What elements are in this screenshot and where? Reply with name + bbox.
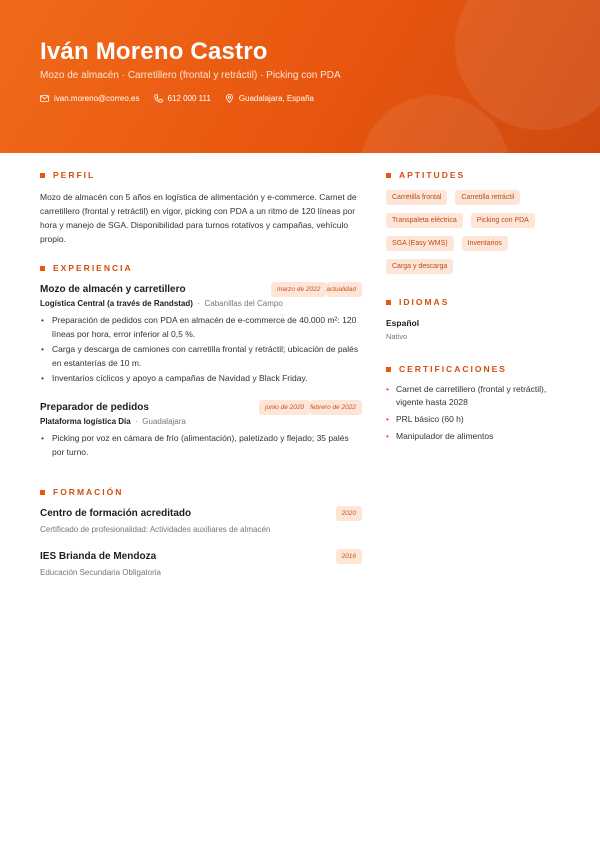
job-bullet: • Carga y descarga de camiones con carretilla frontal y retráctil; ubicación de palés en estanterías de 10 m. [40,342,362,370]
job-bullet: • Inventarios cíclicos y apoyo a campañas de Navidad y Black Friday. [40,371,362,385]
contact-bar [40,94,314,103]
job-dates [259,400,362,415]
skill-tag: Carga y descarga [386,259,453,274]
job-company-line: Plataforma logística Día · Guadalajara [40,417,186,426]
job-dates [271,282,362,297]
skill-tag: Picking con PDA [471,213,535,228]
section-marker [386,367,391,372]
job-end-date: actualidad [326,282,362,297]
job-entry [40,284,362,386]
education-year: 2016 [336,549,362,564]
job-bullets [40,313,362,385]
section-marker [40,266,45,271]
job-title: Mozo de almacén y carretillero [40,284,186,295]
skill-tag: Carretilla frontal [386,190,447,205]
contact-location [225,94,314,103]
job-start-date: marzo de 2022 [271,282,326,297]
job-bullet: • Picking por voz en cámara de frío (alimentación), paletizado y flejado; 35 palés por turno. [40,431,362,459]
skill-tag: SGA (Easy WMS) [386,236,454,251]
certification-item: • Manipulador de alimentos [386,430,562,443]
education-school: Centro de formación acreditado [40,508,192,519]
education-detail: Educación Secundaria Obligatoria [40,568,161,577]
job-title: Preparador de pedidos [40,402,149,413]
language-name: Español [386,318,420,328]
job-bullet: • Preparación de pedidos con PDA en almacén de e-commerce de 40.000 m²: 120 líneas por hora, error inferior al 0,5 %. [40,313,362,341]
certification-item: • PRL básico (60 h) [386,413,562,426]
job-company: Logística Central (a través de Randstad) [40,299,193,308]
language-level: Nativo [386,332,408,341]
job-company: Plataforma logística Día [40,417,131,426]
language-entry [386,318,566,341]
section-title-languages: IDIOMAS [386,297,449,307]
phone-text: 612 000 111 [167,94,211,103]
education-year-wrap [336,549,362,564]
skill-tag: Carretilla retráctil [455,190,520,205]
section-marker [40,173,45,178]
education-year-wrap [336,506,362,521]
job-location: Guadalajara [142,417,186,426]
candidate-tagline: Mozo de almacén · Carretillero (frontal y retráctil) · Picking con PDA [40,70,341,81]
section-title-profile: PERFIL [40,170,95,180]
job-bullets [40,431,362,459]
certification-item: • Carnet de carretillero (frontal y retráctil), vigente hasta 2028 [386,383,562,409]
education-year: 2020 [336,506,362,521]
contact-email[interactable] [40,94,140,103]
skill-tag: Inventarios [462,236,508,251]
section-marker [386,300,391,305]
education-detail: Certificado de profesionalidad: Actividades auxiliares de almacén [40,525,271,534]
job-location: Cabanillas del Campo [204,299,283,308]
job-company-line: Logística Central (a través de Randstad) · Cabanillas del Campo [40,299,283,308]
section-title-certifications: CERTIFICACIONES [386,364,507,374]
education-entry [40,551,362,577]
location-text: Guadalajara, España [238,94,314,103]
job-entry [40,402,362,460]
phone-icon [154,94,163,103]
profile-text: Mozo de almacén con 5 años en logística de alimentación y e-commerce. Carnet de carretillero (frontal y retráctil) en vigor, picking con PDA a un ritmo de 120 líneas por hora y manejo de SGA. Disponibilidad para turnos rotativos y campañas, vehículo propio. [40,192,357,244]
email-text: ivan.moreno@correo.es [54,94,140,103]
resume-header [0,0,600,153]
education-school: IES Brianda de Mendoza [40,551,157,562]
section-marker [386,173,391,178]
job-end-date: febrero de 2022 [310,400,362,415]
section-title-skills: APTITUDES [386,170,465,180]
certifications-list [386,383,562,447]
location-pin-icon [225,94,234,103]
section-title-experience: EXPERIENCIA [40,263,133,273]
job-start-date: junio de 2020 [259,400,310,415]
education-entry [40,508,362,534]
section-title-education: FORMACIÓN [40,487,123,497]
mail-icon [40,94,49,103]
skill-tag: Transpaleta eléctrica [386,213,463,228]
contact-phone[interactable] [154,94,211,103]
section-marker [40,490,45,495]
candidate-name: Iván Moreno Castro [40,38,268,65]
skills-list [386,190,556,274]
